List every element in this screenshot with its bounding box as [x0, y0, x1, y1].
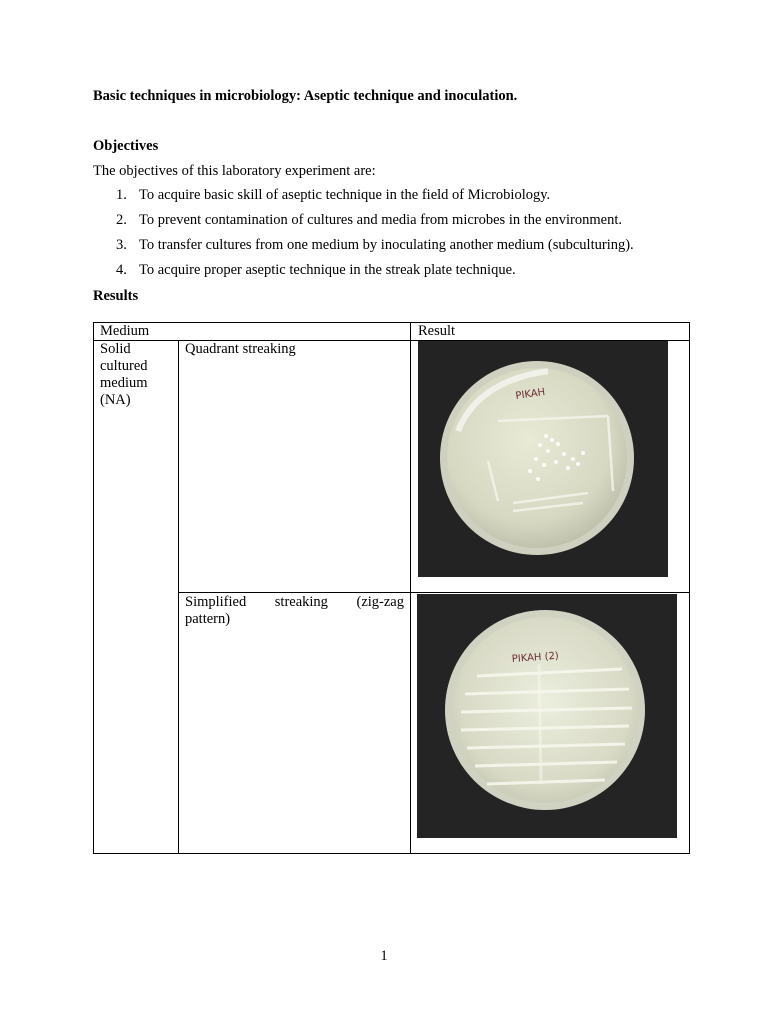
table-row-divider — [178, 592, 689, 593]
list-item-text: To transfer cultures from one medium by inoculating another medium (subculturing). — [139, 237, 634, 253]
plate-label: PIKAH — [514, 386, 546, 402]
table-header-result: Result — [418, 323, 456, 339]
list-item-text: To acquire proper aseptic technique in the streak plate technique. — [139, 262, 516, 278]
list-item-number: 3. — [116, 237, 127, 253]
list-item-number: 2. — [116, 212, 127, 228]
page-number: 1 — [380, 948, 388, 964]
medium-text-line: medium — [100, 375, 148, 391]
table-column-divider — [178, 340, 179, 853]
results-table — [93, 322, 690, 854]
plate-label: PIKAH (2) — [511, 650, 560, 665]
table-column-divider — [410, 323, 411, 853]
list-item-number: 4. — [116, 262, 127, 278]
zigzag-streak-plate-photo — [417, 594, 677, 838]
list-item-text: To prevent contamination of cultures and media from microbes in the environment. — [139, 212, 622, 228]
medium-text-line: (NA) — [100, 392, 131, 408]
method-text-line: pattern) — [185, 611, 231, 627]
document-title: Basic techniques in microbiology: Aseptic technique and inoculation. — [93, 88, 518, 104]
list-item-number: 1. — [116, 187, 127, 203]
results-heading: Results — [93, 288, 139, 304]
objectives-intro: The objectives of this laboratory experiment are: — [93, 163, 376, 179]
quadrant-streak-plate-photo — [418, 341, 668, 577]
objectives-heading: Objectives — [93, 138, 159, 154]
petri-dish-image — [417, 594, 677, 838]
medium-text-line: cultured — [100, 358, 148, 374]
list-item-text: To acquire basic skill of aseptic technique in the field of Microbiology. — [139, 187, 551, 203]
method-text-line: Simplified streaking (zig-zag — [185, 594, 404, 610]
medium-text-line: Solid — [100, 341, 131, 357]
method-cell-quadrant: Quadrant streaking — [185, 341, 296, 357]
method-cell-zigzag — [185, 594, 404, 628]
medium-cell — [100, 341, 148, 409]
petri-dish-image — [418, 341, 668, 577]
table-header-medium: Medium — [100, 323, 150, 339]
